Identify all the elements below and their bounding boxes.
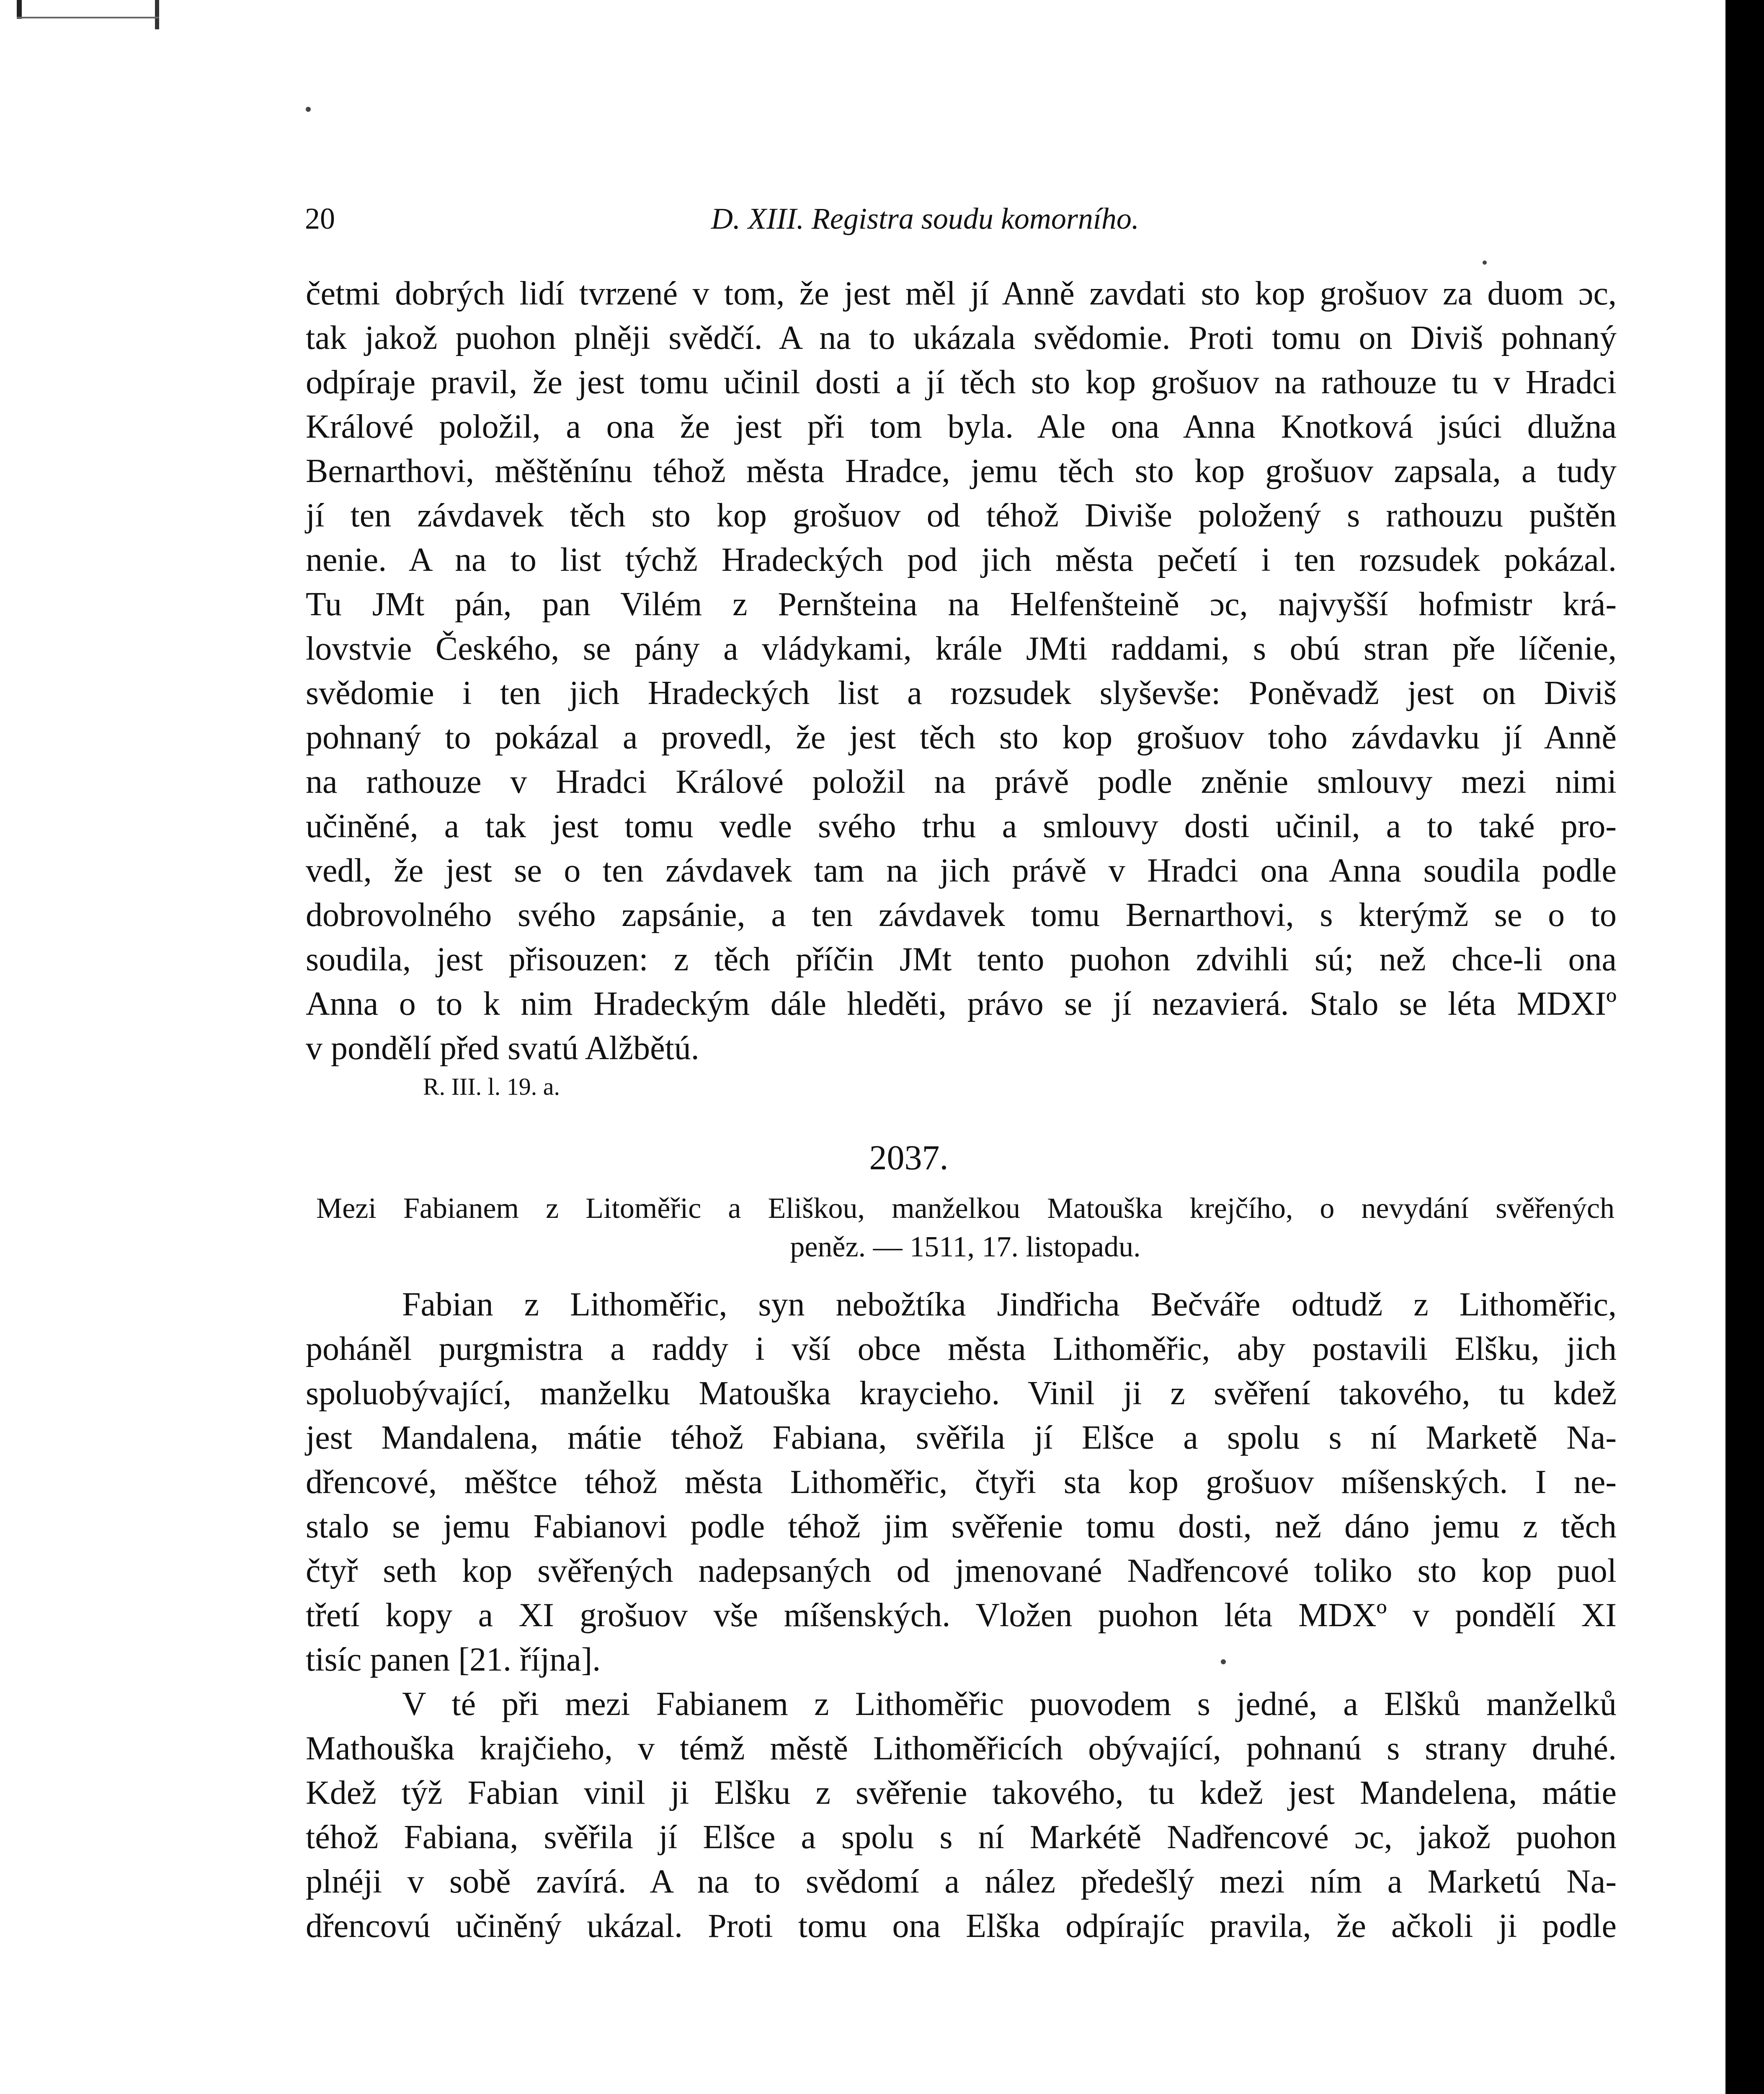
text-line: poháněl purgmistra a raddy i vší obce města Lithoměřic, aby postavili Elšku, jich bbox=[306, 1331, 1617, 1367]
scan-speck bbox=[306, 107, 311, 112]
paragraph-3 bbox=[306, 1682, 1617, 1948]
text-line: spoluobývající, manželku Matouška kraycieho. Vinil ji z svěření takového, tu kdež bbox=[306, 1375, 1617, 1412]
text-line: Mathouška krajčieho, v témž městě Lithoměřicích obývající, pohnanú s strany druhé. bbox=[306, 1730, 1617, 1767]
text-line: V té při mezi Fabianem z Lithoměřic puovodem s jedné, a Elšků manželků bbox=[402, 1686, 1617, 1723]
text-line: jest Mandalena, mátie téhož Fabiana, svěřila jí Elšce a spolu s ní Marketě Na- bbox=[306, 1419, 1617, 1456]
text-line: na rathouze v Hradci Králové položil na právě podle zněnie smlouvy mezi nimi bbox=[306, 763, 1617, 800]
text-line: Anna o to k nim Hradeckým dále hleděti, právo se jí nezavierá. Stalo se léta MDXIº bbox=[306, 985, 1617, 1022]
text-line: Kdež týž Fabian vinil ji Elšku z svěřenie takového, tu kdež jest Mandelena, mátie bbox=[306, 1774, 1617, 1811]
entry-number: 2037. bbox=[869, 1138, 949, 1177]
text-line: učiněné, a tak jest tomu vedle svého trhu a smlouvy dosti učinil, a to také pro- bbox=[306, 808, 1617, 845]
text-line: třetí kopy a XI grošuov vše míšenských. Vložen puohon léta MDXº v pondělí XI bbox=[306, 1597, 1617, 1634]
text-line: vedl, že jest se o ten závdavek tam na jich právě v Hradci ona Anna soudila podle bbox=[306, 852, 1617, 889]
page-header bbox=[305, 198, 1607, 240]
text-line: tak jakož puohon plněji svědčí. A na to ukázala svědomie. Proti tomu on Diviš pohnaný bbox=[306, 320, 1617, 356]
text-line: jí ten závdavek těch sto kop grošuov od téhož Diviše položený s rathouzu puštěn bbox=[306, 497, 1617, 534]
text-line: Tu JMt pán, pan Vilém z Pernšteina na Helfenšteině ɔc, najvyšší hofmistr krá- bbox=[306, 586, 1617, 623]
text-line: odpíraje pravil, že jest tomu učinil dosti a jí těch sto kop grošuov na rathouze tu v Hradci bbox=[306, 364, 1617, 401]
text-line: téhož Fabiana, svěřila jí Elšce a spolu s ní Markétě Nadřencové ɔc, jakož puohon bbox=[306, 1819, 1617, 1856]
scan-corner-mark bbox=[0, 0, 218, 29]
text-line: čtyř seth kop svěřených nadepsaných od jmenované Nadřencové toliko sto kop puol bbox=[306, 1552, 1617, 1589]
summary-line: Mezi Fabianem z Litoměřic a Eliškou, manželkou Matouška krejčího, o nevydání svěřených bbox=[316, 1192, 1614, 1225]
source-reference: R. III. l. 19. a. bbox=[423, 1073, 560, 1100]
page-number: 20 bbox=[305, 202, 335, 235]
paragraph-2 bbox=[306, 1282, 1617, 1682]
text-line: tisíc panen [21. října]. bbox=[306, 1641, 601, 1678]
scan-speck bbox=[1483, 260, 1487, 265]
text-line: dřencové, měštce téhož města Lithoměřic, čtyři sta kop grošuov míšenských. I ne- bbox=[306, 1464, 1617, 1501]
paragraph-1 bbox=[306, 271, 1617, 1070]
text-line: stalo se jemu Fabianovi podle téhož jim svěřenie tomu dosti, než dáno jemu z těch bbox=[306, 1508, 1617, 1545]
scan-right-border bbox=[1725, 0, 1764, 2094]
text-line: četmi dobrých lidí tvrzené v tom, že jest měl jí Anně zavdati sto kop grošuov za duom ɔc, bbox=[306, 275, 1617, 312]
text-line: soudila, jest přisouzen: z těch příčin JMt tento puohon zdvihli sú; než chce-li ona bbox=[306, 941, 1617, 978]
running-title: D. XIII. Registra soudu komorního. bbox=[711, 202, 1139, 235]
text-line: lovstvie Českého, se pány a vládykami, krále JMti raddami, s obú stran pře líčenie, bbox=[306, 630, 1617, 667]
summary-line: peněz. — 1511, 17. listopadu. bbox=[790, 1231, 1141, 1263]
entry-summary bbox=[316, 1189, 1614, 1266]
text-line: Bernarthovi, měštěnínu téhož města Hradce, jemu těch sto kop grošuov zapsala, a tudy bbox=[306, 453, 1617, 490]
text-line: dřencovú učiněný ukázal. Proti tomu ona Elška odpírajíc pravila, že ačkoli ji podle bbox=[306, 1908, 1617, 1944]
text-line: svědomie i ten jich Hradeckých list a rozsudek slyševše: Poněvadž jest on Diviš bbox=[306, 675, 1617, 712]
text-line: dobrovolného svého zapsánie, a ten závdavek tomu Bernarthovi, s kterýmž se o to bbox=[306, 897, 1617, 934]
text-line: Králové položil, a ona že jest při tom byla. Ale ona Anna Knotková jsúci dlužna bbox=[306, 408, 1617, 445]
text-line: v pondělí před svatú Alžbětú. bbox=[306, 1030, 699, 1067]
text-line: pohnaný to pokázal a provedl, že jest těch sto kop grošuov toho závdavku jí Anně bbox=[306, 719, 1617, 756]
text-line: Fabian z Lithoměřic, syn nebožtíka Jindřicha Bečváře odtudž z Lithoměřic, bbox=[402, 1286, 1617, 1323]
text-line: plnéji v sobě zavírá. A na to svědomí a nález předešlý mezi ním a Marketú Na- bbox=[306, 1863, 1617, 1900]
text-line: nenie. A na to list týchž Hradeckých pod jich města pečetí i ten rozsudek pokázal. bbox=[306, 542, 1617, 578]
